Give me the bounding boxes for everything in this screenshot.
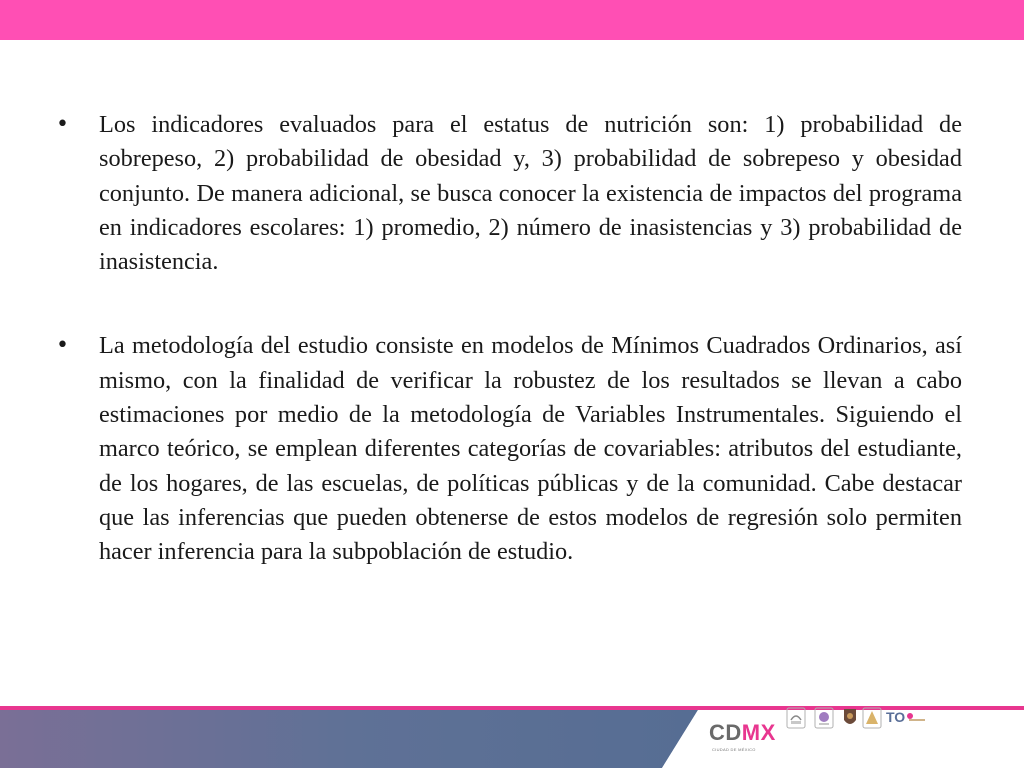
institution-seal-icon bbox=[862, 706, 882, 730]
svg-text:TO: TO bbox=[886, 709, 906, 725]
bullet-marker: • bbox=[56, 333, 69, 359]
institution-seal-icon bbox=[814, 706, 834, 730]
bullet-item-nutrition bbox=[56, 108, 962, 279]
bullet-text: Los indicadores evaluados para el estatus de nutrición son: 1) probabilidad de sobrepeso, 2) probabilidad de obesidad y, 3) probabilidad de sobrepeso y obesidad conjunto. De manera adicional, se busca conocer la existencia de impactos del programa en indicadores escolares: 1) promedio, 2) número de inasistencias y 3) probabilidad de inasistencia. bbox=[99, 111, 962, 276]
program-logo-icon bbox=[886, 706, 926, 730]
institution-seal-icon bbox=[786, 706, 806, 730]
slide-content bbox=[56, 108, 962, 620]
bullet-marker: • bbox=[56, 112, 69, 137]
cdmx-logo: CDMX bbox=[709, 720, 776, 745]
bullet-text: La metodología del estudio consiste en modelos de Mínimos Cuadrados Ordinarios, así mismo, con la finalidad de verificar la robustez de los resultados se llevan a cabo estimaciones por medio de la metodología de Variables Instrumentales. Siguiendo el marco teórico, se emplean diferentes categorías de covariables: atributos del estudiante, de los hogares, de las escuelas, de políticas públicas y de la comunidad. Cabe destacar que las inferencias que pueden obtenerse de estos modelos de regresión solo permiten hacer inferencia para la subpoblación de estudio. bbox=[99, 332, 962, 566]
cdmx-logo-subtitle: CIUDAD DE MÉXICO bbox=[712, 747, 756, 752]
bullet-item-methodology bbox=[56, 329, 962, 569]
footer-band bbox=[0, 706, 1024, 768]
top-accent-bar bbox=[0, 0, 1024, 40]
coat-of-arms-icon bbox=[840, 706, 860, 730]
